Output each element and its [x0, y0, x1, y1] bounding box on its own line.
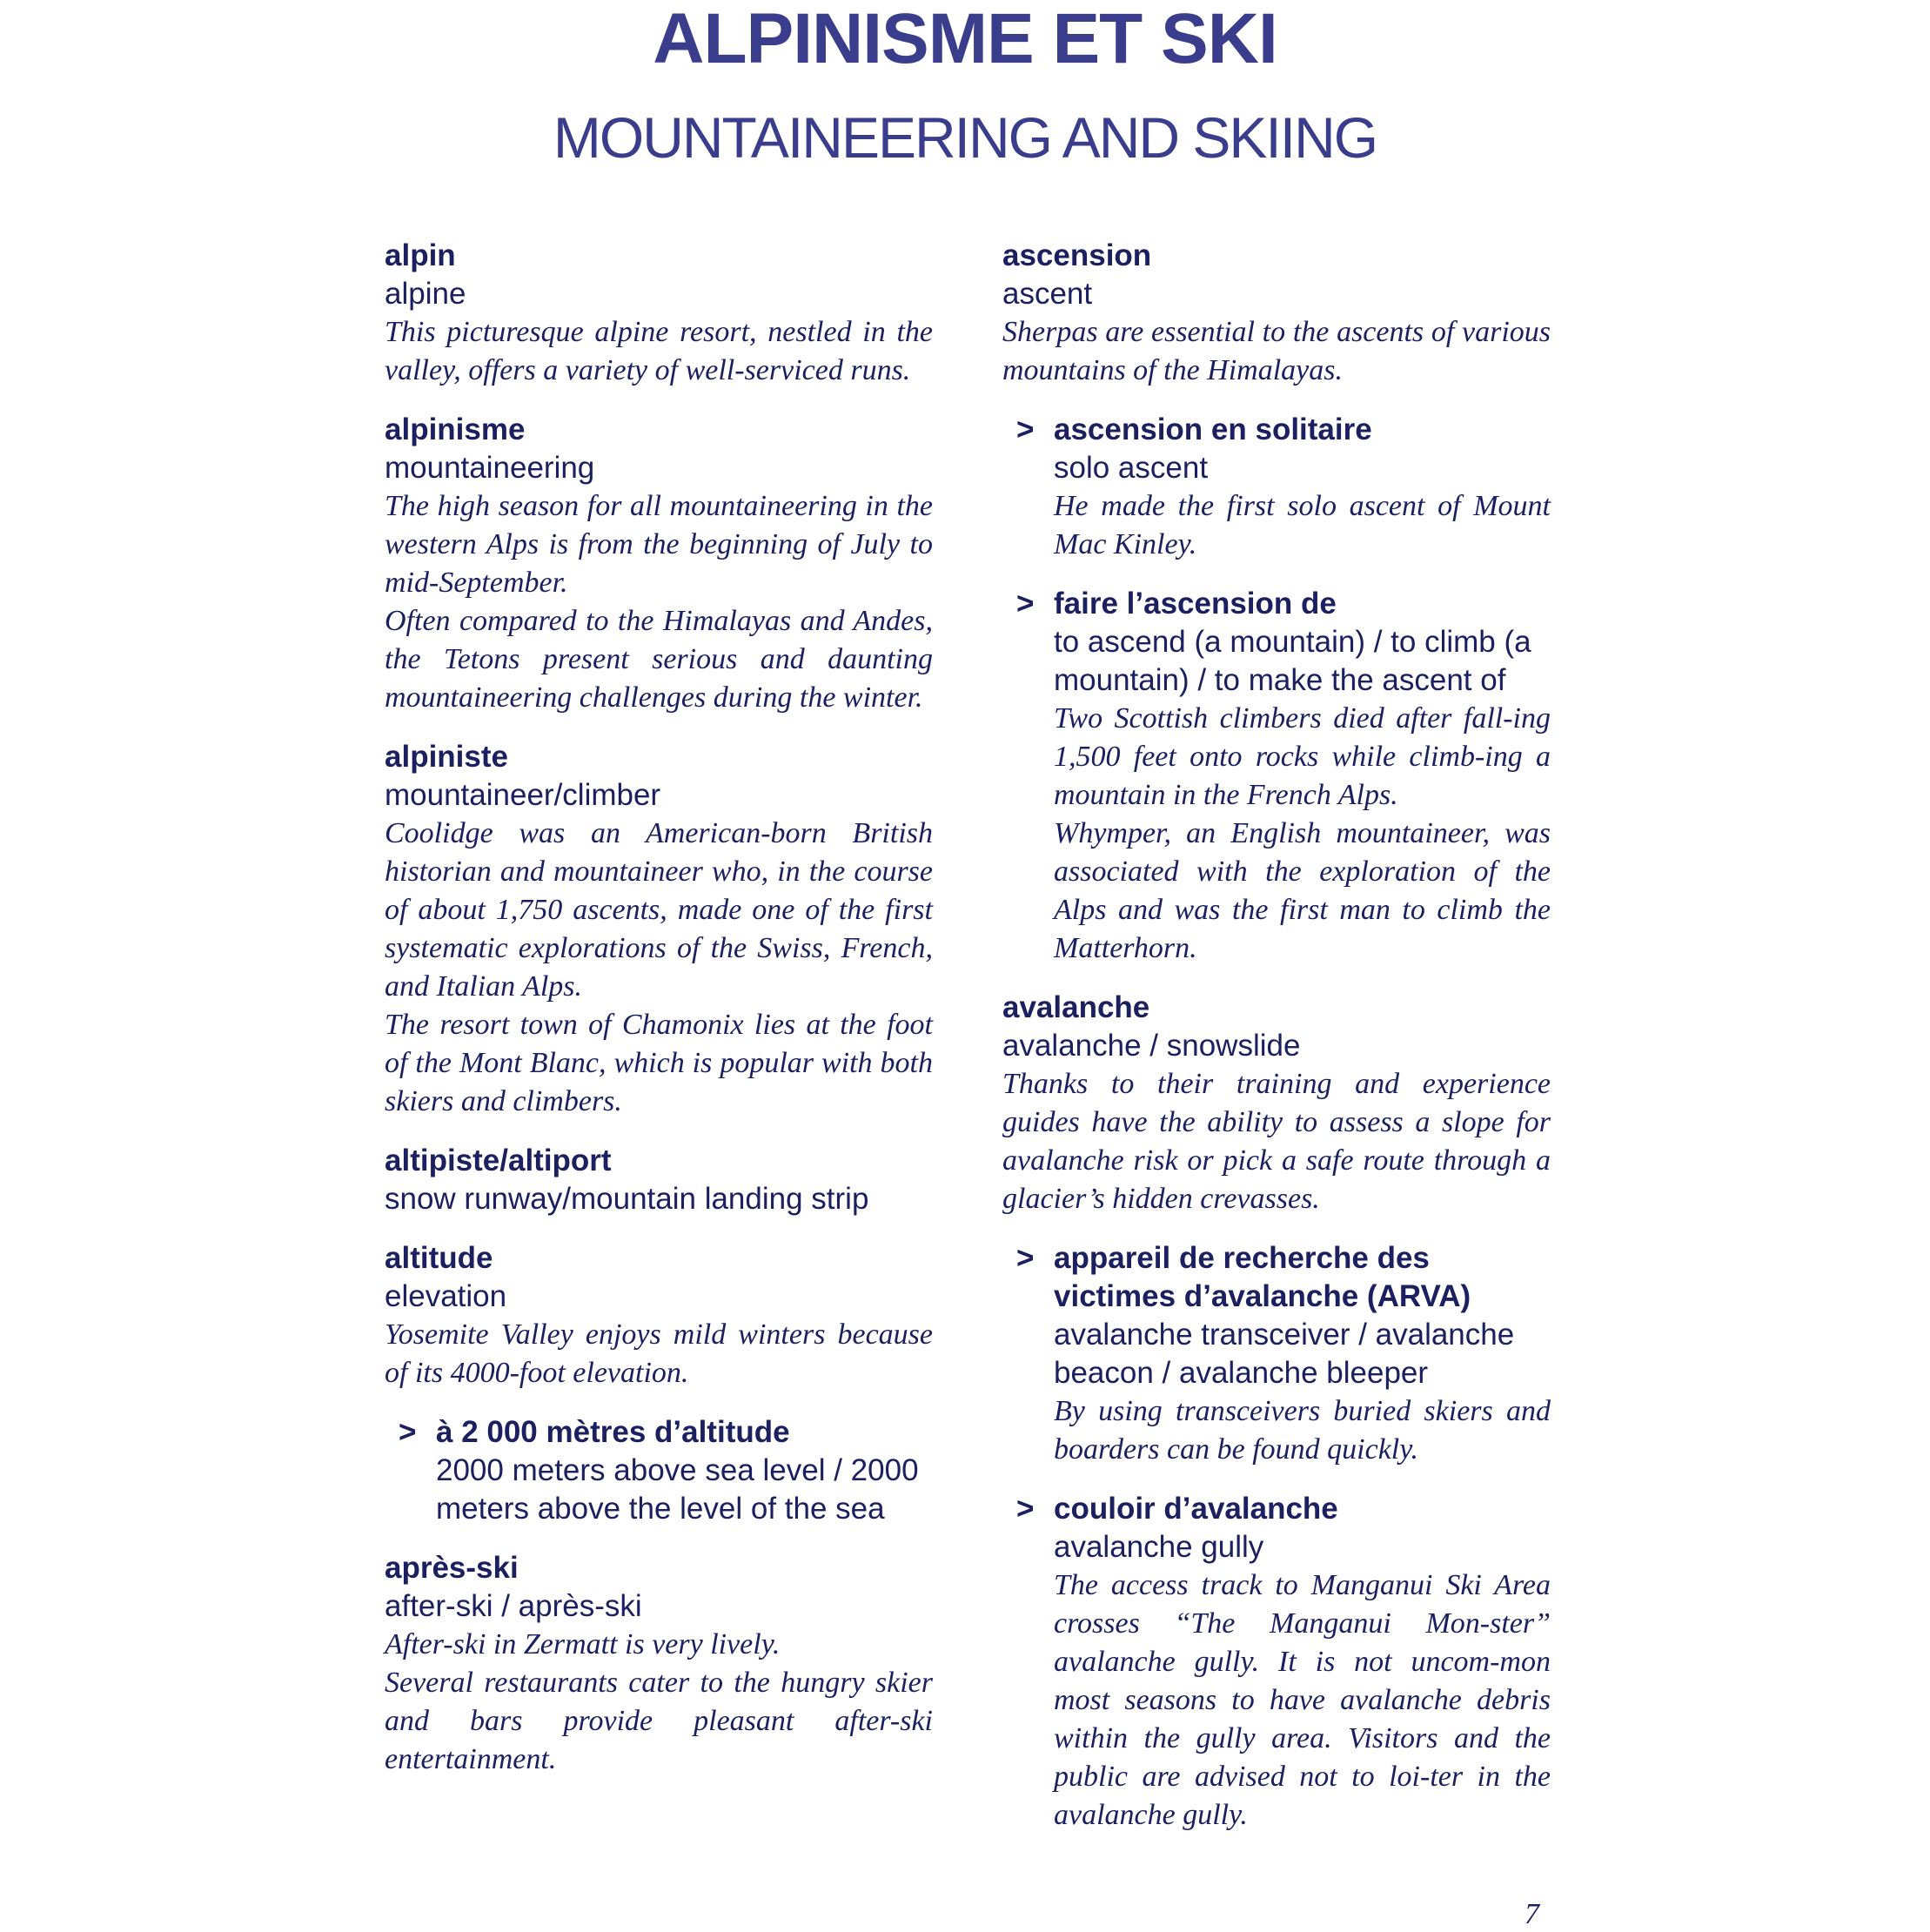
subentry-arrow-icon: >	[399, 1415, 417, 1449]
entry-example: After-ski in Zermatt is very lively.	[385, 1628, 781, 1660]
entry-example: He made the first solo ascent of Mount Mac Kinley.	[1054, 490, 1551, 560]
page-number: 7	[1525, 1898, 1539, 1930]
entry-translation: solo ascent	[1054, 451, 1209, 485]
entry-alpiniste	[385, 738, 933, 1121]
entry-example: The resort town of Chamonix lies at the foot of the Mont Blanc, which is popular with both skiers and climbers.	[385, 1009, 933, 1117]
entry-translation: 2000 meters above sea level / 2000 meters above the level of the sea	[436, 1453, 919, 1526]
page-title-french: ALPINISME ET SKI	[653, 0, 1277, 78]
subentry-ascension-en-solitaire	[1002, 411, 1551, 564]
subentry-couloir-d-avalanche	[1002, 1490, 1551, 1835]
entry-headword: alpin	[385, 238, 456, 272]
subentry-arrow-icon: >	[1016, 1492, 1035, 1526]
entry-example: Yosemite Valley enjoys mild winters because of its 4000-foot elevation.	[385, 1318, 933, 1389]
entry-apres-ski	[385, 1549, 933, 1779]
entry-example: Several restaurants cater to the hungry skier and bars provide pleasant after-ski entertainment.	[385, 1667, 933, 1775]
subentry-a-2000-metres	[385, 1413, 933, 1528]
entry-translation: ascent	[1002, 277, 1093, 311]
entry-example: By using transceivers buried skiers and boarders can be found quickly.	[1054, 1395, 1551, 1466]
entry-example: The high season for all mountaineering in the western Alps is from the beginning of July to mid-September.	[385, 490, 933, 599]
entry-translation: after-ski / après-ski	[385, 1589, 642, 1623]
entry-example: The access track to Manganui Ski Area crosses “The Manganui Mon-ster” avalanche gully. It is not uncom-mon most seasons to have avalanche debris within the gully area. Visitors and the public are advised not to loi-ter in the avalanche gully.	[1054, 1569, 1551, 1831]
subentry-faire-l-ascension-de	[1002, 585, 1551, 968]
entry-example: Often compared to the Himalayas and Andes, the Tetons present serious and daunting mountaineering challenges during the winter.	[385, 605, 933, 714]
entry-translation: mountaineer/climber	[385, 778, 661, 812]
entry-translation: avalanche gully	[1054, 1530, 1264, 1564]
entry-headword: couloir d’avalanche	[1054, 1492, 1338, 1526]
entry-headword: alpiniste	[385, 740, 508, 774]
entry-translation: to ascend (a mountain) / to climb (a mountain) / to make the ascent of	[1054, 625, 1531, 697]
entry-translation: mountaineering	[385, 451, 595, 485]
entry-example: This picturesque alpine resort, nestled in the valley, offers a variety of well-serviced runs.	[385, 316, 933, 386]
entry-example: Coolidge was an American-born British historian and mountaineer who, in the course of about 1,750 ascents, made one of the first systematic explorations of the Swiss, French, and Italian Alps.	[385, 817, 933, 1003]
subentry-arva	[1002, 1239, 1551, 1469]
entry-avalanche	[1002, 989, 1551, 1218]
entry-headword: altitude	[385, 1241, 493, 1275]
entry-example: Two Scottish climbers died after fall-ing 1,500 feet onto rocks while climb-ing a mountain in the French Alps.	[1054, 702, 1551, 811]
entry-headword: avalanche	[1002, 990, 1150, 1024]
page-title-english: MOUNTAINEERING AND SKIING	[553, 105, 1377, 170]
entry-ascension	[1002, 237, 1551, 390]
entry-altipiste	[385, 1142, 933, 1218]
entry-example: Sherpas are essential to the ascents of various mountains of the Himalayas.	[1002, 316, 1551, 386]
entry-alpin	[385, 237, 933, 390]
entry-headword: appareil de recherche des victimes d’avalanche (ARVA)	[1054, 1241, 1471, 1313]
entry-headword: ascension en solitaire	[1054, 413, 1372, 446]
entry-translation: snow runway/mountain landing strip	[385, 1182, 869, 1216]
entry-headword: ascension	[1002, 238, 1152, 272]
subentry-arrow-icon: >	[1016, 413, 1035, 446]
subentry-arrow-icon: >	[1016, 1241, 1035, 1275]
entry-headword: alpinisme	[385, 413, 526, 446]
entry-example: Thanks to their training and experience guides have the ability to assess a slope for avalanche risk or pick a safe route through a glacier’s hidden crevasses.	[1002, 1068, 1551, 1215]
entry-headword: faire l’ascension de	[1054, 587, 1337, 621]
entry-translation: avalanche / snowslide	[1002, 1029, 1301, 1063]
entry-alpinisme	[385, 411, 933, 717]
subentry-arrow-icon: >	[1016, 587, 1035, 621]
right-column	[1002, 237, 1551, 1855]
entry-example: Whymper, an English mountaineer, was associated with the exploration of the Alps and was the first man to climb the Matterhorn.	[1054, 817, 1551, 964]
entry-translation: elevation	[385, 1279, 507, 1313]
entry-headword: à 2 000 mètres d’altitude	[436, 1415, 790, 1449]
entry-headword: après-ski	[385, 1551, 519, 1585]
entry-translation: alpine	[385, 277, 466, 311]
entry-altitude	[385, 1239, 933, 1392]
entry-headword: altipiste/altiport	[385, 1144, 612, 1177]
entry-translation: avalanche transceiver / avalanche beacon / avalanche bleeper	[1054, 1318, 1515, 1390]
left-column	[385, 237, 933, 1800]
